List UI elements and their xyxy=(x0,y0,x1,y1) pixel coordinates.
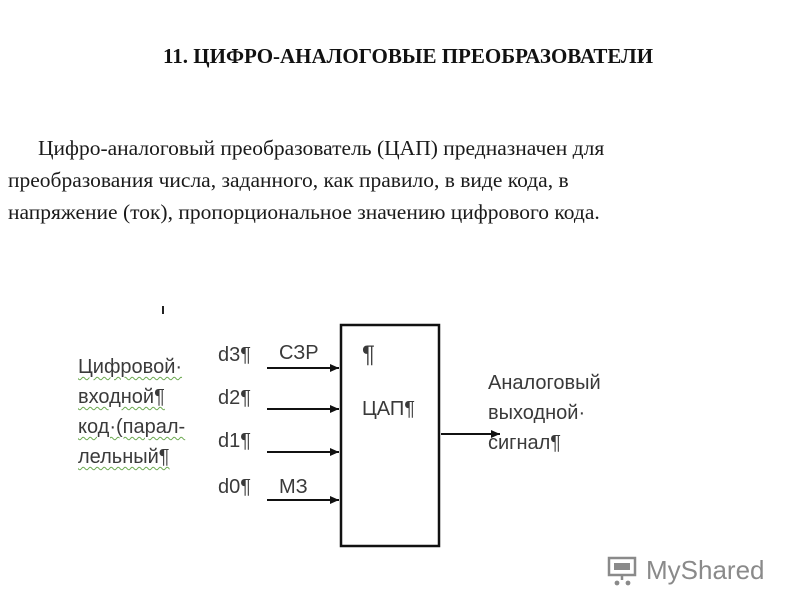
input-d1-label: d1¶ xyxy=(218,430,251,452)
output-label-line: Аналоговый xyxy=(488,372,601,394)
input-d3-label: d3¶ xyxy=(218,344,251,366)
page-title: 11. ЦИФРО-АНАЛОГОВЫЕ ПРЕОБРАЗОВАТЕЛИ xyxy=(162,44,654,68)
stray-mark xyxy=(162,306,164,314)
analog-output-label xyxy=(488,368,601,458)
output-label-line: сигнал¶ xyxy=(488,432,562,454)
input-label-line: Цифровой· xyxy=(78,356,183,378)
input-d0-label: d0¶ xyxy=(218,476,251,498)
paragraph-line: Цифро-аналоговый преобразователь (ЦАП) предназначен для xyxy=(38,136,605,160)
block-pilcrow: ¶ xyxy=(362,341,375,368)
watermark-text: MyShared xyxy=(646,554,765,585)
output-label-line: выходной· xyxy=(488,402,586,424)
lsb-label: МЗ xyxy=(279,476,308,498)
paragraph-line: напряжение (ток), пропорциональное значению цифрового кода. xyxy=(8,200,600,224)
digital-input-label xyxy=(78,352,185,472)
input-label-line: код·(парал- xyxy=(78,416,186,438)
dac-block-label: ЦАП¶ xyxy=(362,398,416,420)
input-label-line: лельный¶ xyxy=(78,446,170,468)
paragraph-line: преобразования числа, заданного, как правило, в виде кода, в xyxy=(8,168,569,192)
presentation-cart-icon xyxy=(606,553,640,587)
input-d2-label: d2¶ xyxy=(218,387,251,409)
input-label-line: входной¶ xyxy=(78,386,165,408)
msb-label: СЗР xyxy=(279,342,319,364)
watermark xyxy=(606,550,765,590)
dac-block xyxy=(341,325,439,546)
